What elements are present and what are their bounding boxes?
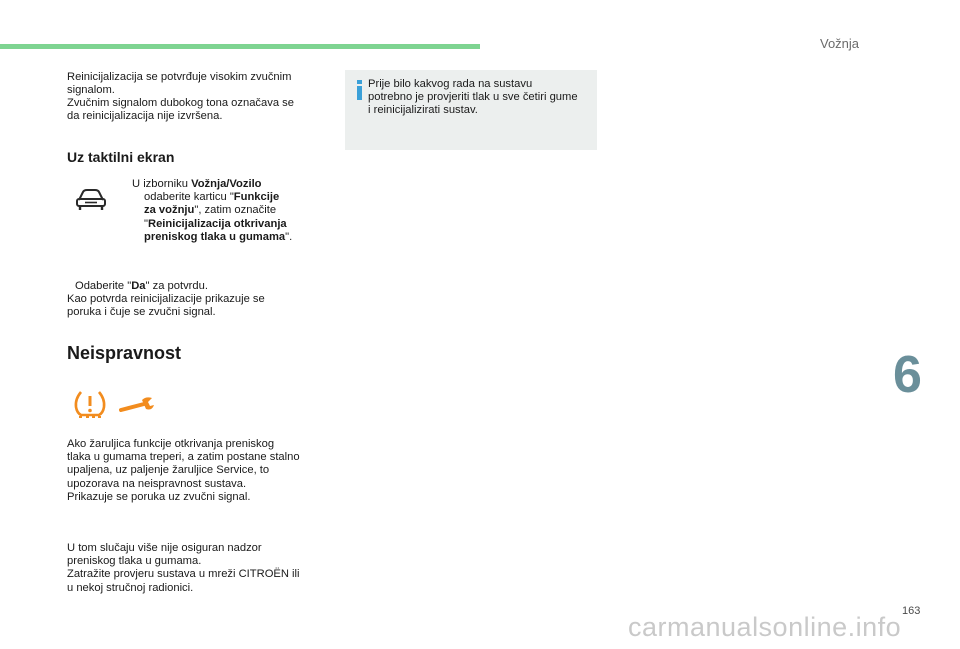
info-icon [354,80,368,100]
intro-line-3: Zvučnim signalom dubokog tona označava se [67,97,294,109]
info-text: Prije bilo kakvog rada na sustavu potrebno je provjeriti tlak u sve četiri gume i reinicijalizirati sustav. [368,78,578,117]
step-2: Odaberite "Da" za potvrdu. Kao potvrda reinicijalizacije prikazuje se poruka i čuje se zvučni signal. [67,280,265,319]
intro-line-1: Reinicijalizacija se potvrđuje visokim zvučnim [67,71,292,83]
car-settings-icon [74,188,108,212]
page-number: 163 [902,605,921,617]
watermark: carmanualsonline.info [628,612,902,642]
intro-line-2: signalom. [67,84,115,96]
tyre-pressure-warning-icon [72,389,108,419]
section-title: Vožnja [820,36,860,51]
step-1: U izborniku Vožnja/Vozilo odaberite karticu "Funkcije za vožnju", zatim označite "Reinicijalizacija otkrivanja preniskog tlaka u gumama". [132,178,293,243]
malfunction-paragraph-2: U tom slučaju više nije osiguran nadzor preniskog tlaka u gumama. Zatražite provjeru sustava u mreži CITROËN ili u nekoj stručnoj radionici. [67,542,300,594]
touchscreen-heading: Uz taktilni ekran [67,149,175,165]
intro-line-4: da reinicijalizacija nije izvršena. [67,110,223,122]
header-accent-bar [0,44,480,49]
service-wrench-icon [118,394,156,414]
malfunction-paragraph-1: Ako žaruljica funkcije otkrivanja preniskog tlaka u gumama treperi, a zatim postane stalno upaljena, uz paljenje žaruljice Service, to upozorava na neispravnost sustava. Prikazuje se poruka uz zvučni signal. [67,438,300,503]
malfunction-heading: Neispravnost [67,343,182,363]
chapter-number: 6 [893,346,922,404]
